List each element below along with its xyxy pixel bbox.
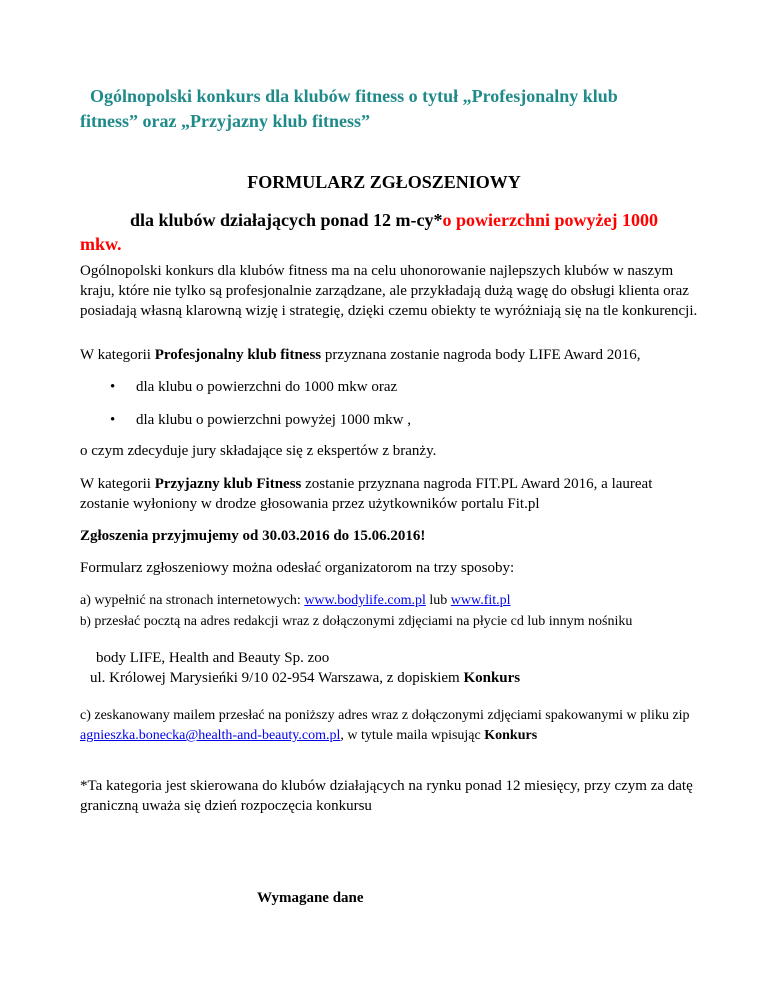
category1-name: Profesjonalny klub fitness bbox=[154, 347, 322, 363]
email-link[interactable]: agnieszka.bonecka@health-and-beauty.com.pl bbox=[80, 728, 341, 743]
jury-paragraph: o czym zdecyduje jury składające się z ekspertów z branży. bbox=[80, 443, 437, 459]
dates-notice: Zgłoszenia przyjmujemy od 30.03.2016 do 15.06.2016! bbox=[80, 528, 426, 544]
category1-paragraph: W kategorii Profesjonalny klub fitness przyznana zostanie nagroda body LIFE Award 2016, bbox=[80, 347, 641, 363]
category2-name: Przyjazny klub Fitness bbox=[154, 476, 302, 492]
page-title: Ogólnopolski konkurs dla klubów fitness o tytuł „Profesjonalny klub fitness” oraz „Przyjazny klub fitness” bbox=[80, 86, 618, 131]
footnote: *Ta kategoria jest skierowana do klubów działających na rynku ponad 12 miesięcy, przy czym za datę graniczną uważa się dzień rozpoczęcia konkursu bbox=[80, 778, 693, 814]
required-data-heading: Wymagane dane bbox=[257, 890, 364, 906]
address-line2: ul. Królowej Marysieńki 9/10 02-954 Warszawa, z dopiskiem Konkurs bbox=[90, 670, 521, 686]
subheading-text: dla klubów działających ponad 12 m-cy* bbox=[130, 210, 443, 230]
subheading bbox=[80, 208, 680, 256]
list-item: • dla klubu o powierzchni powyżej 1000 mkw , bbox=[110, 412, 411, 428]
address-line1: body LIFE, Health and Beauty Sp. zoo bbox=[96, 650, 330, 666]
way-b: b) przesłać pocztą na adres redakcji wraz z dołączonymi zdjęciami na płycie cd lub innym nośniku bbox=[80, 613, 633, 629]
subheading-red-text: o powierzchni powyżej 1000 mkw. bbox=[80, 210, 659, 254]
way-c: c) zeskanowany mailem przesłać na poniższy adres wraz z dołączonymi zdjęciami spakowanymi w pliku zip agnieszka.bonecka@health-and-beauty.com.pl, w tytule maila wpisując Konkurs bbox=[80, 708, 690, 743]
bullet-icon: • bbox=[110, 379, 116, 395]
form-heading: FORMULARZ ZGŁOSZENIOWY bbox=[247, 172, 521, 192]
category2-paragraph: W kategorii Przyjazny klub Fitness zostanie przyznana nagroda FIT.PL Award 2016, a laureat zostanie wyłoniony w drodze głosowania przez użytkowników portalu Fit.pl bbox=[80, 476, 653, 512]
bodylife-link[interactable]: www.bodylife.com.pl bbox=[304, 593, 426, 608]
ways-intro: Formularz zgłoszeniowy można odesłać organizatorom na trzy sposoby: bbox=[80, 560, 515, 576]
intro-paragraph: Ogólnopolski konkurs dla klubów fitness ma na celu uhonorowanie najlepszych klubów w naszym kraju, które nie tylko są profesjonalnie zarządzane, ale przykładają dużą wagę do obsługi klienta oraz posiadają własną klarowną wizję i strategię, dzięki czemu obiekty te wyróżniają się na tle konkurencji. bbox=[80, 263, 698, 319]
bullet-icon: • bbox=[110, 412, 116, 428]
way-a: a) wypełnić na stronach internetowych: www.bodylife.com.pl lub www.fit.pl bbox=[80, 593, 511, 608]
fitpl-link[interactable]: www.fit.pl bbox=[450, 593, 511, 608]
list-item: • dla klubu o powierzchni do 1000 mkw oraz bbox=[110, 379, 398, 395]
